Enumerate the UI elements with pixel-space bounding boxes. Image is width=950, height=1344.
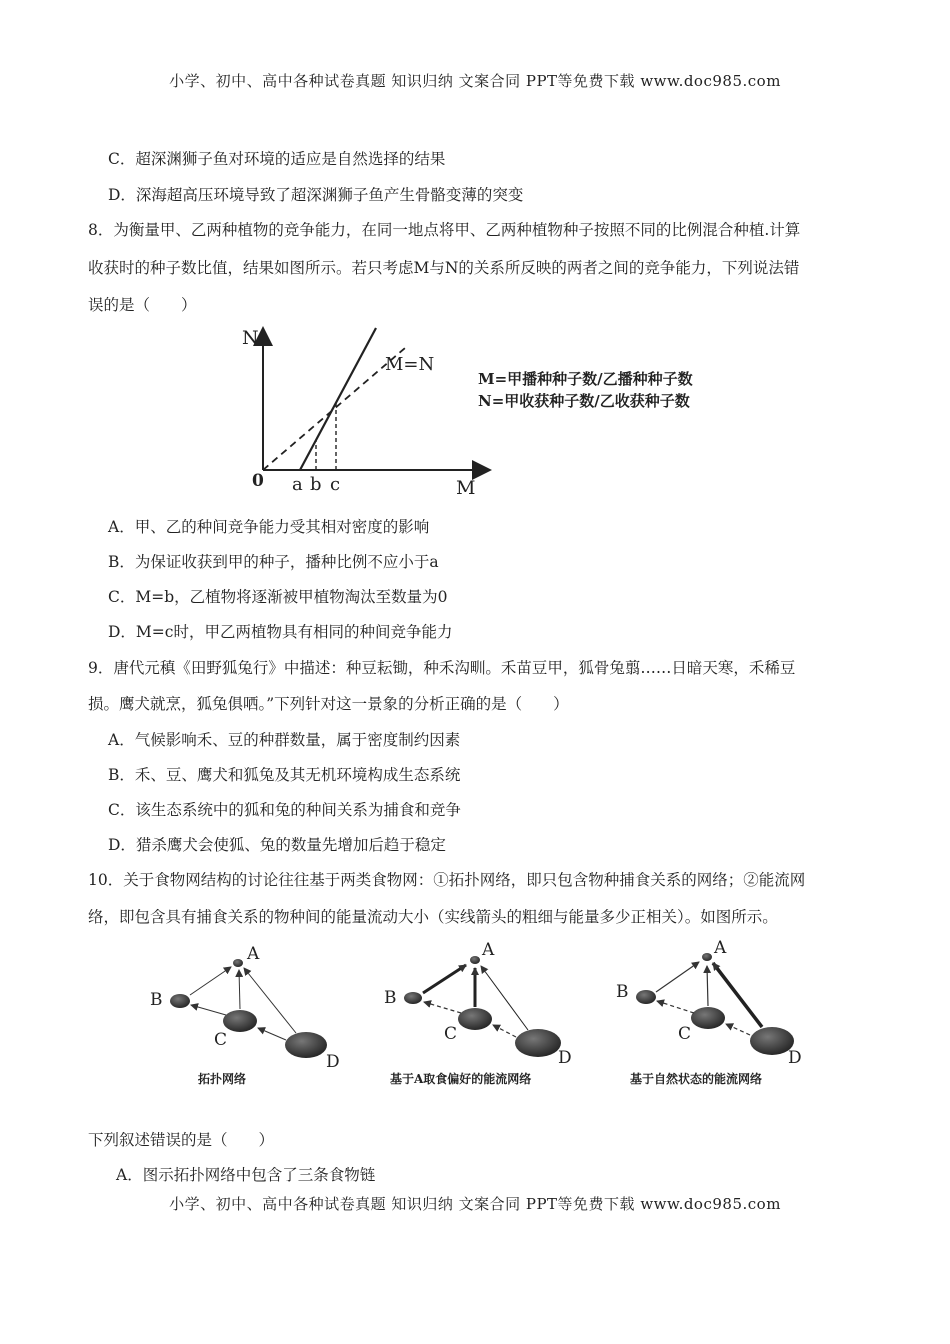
- label-b: B: [616, 982, 629, 1002]
- q10-stem-line2: 络，即包含具有捕食关系的物种间的能量流动大小（实线箭头的粗细与能量多少正相关）。如图所示。: [88, 908, 778, 926]
- q8-stem-line3: 误的是（ ）: [88, 296, 197, 314]
- q9-option-a: A．气候影响禾、豆的种群数量，属于密度制约因素: [108, 731, 461, 749]
- node-c: [691, 1007, 725, 1029]
- q7-option-c: C．超深渊狮子鱼对环境的适应是自然选择的结果: [108, 150, 446, 168]
- natural-energy-network: [616, 938, 802, 1086]
- legend-m: M=甲播种种子数/乙播种种子数: [478, 370, 693, 388]
- q8-competition-graph: [230, 318, 750, 503]
- label-a: A: [247, 944, 260, 964]
- food-web-diagrams: [140, 935, 820, 1095]
- page-header: 小学、初中、高中各种试卷真题 知识归纳 文案合同 PPT等免费下载 www.doc985.com: [169, 72, 781, 90]
- q10-stem-line3: 下列叙述错误的是（ ）: [88, 1131, 275, 1149]
- caption-preference: 基于A取食偏好的能流网络: [390, 1072, 532, 1086]
- q9-option-c: C．该生态系统中的狐和兔的种间关系为捕食和竞争: [108, 801, 461, 819]
- node-c: [223, 1010, 257, 1032]
- q9-stem-line2: 损。鹰犬就烹，狐兔俱哂。”下列针对这一景象的分析正确的是（ ）: [88, 695, 569, 713]
- q9-option-b: B．禾、豆、鹰犬和狐兔及其无机环境构成生态系统: [108, 766, 461, 784]
- q8-option-a: A．甲、乙的种间竞争能力受其相对密度的影响: [108, 518, 430, 536]
- y-axis-label: N: [242, 327, 259, 349]
- node-b: [404, 992, 422, 1004]
- node-d: [515, 1029, 561, 1057]
- q9-stem-line1: 9．唐代元稹《田野狐兔行》中描述：种豆耘锄，种禾沟甽。禾苗豆甲，狐骨兔翦……日暗天寒，禾稀豆: [88, 659, 796, 677]
- node-d: [285, 1032, 327, 1058]
- node-b: [170, 994, 190, 1008]
- node-b: [636, 990, 656, 1004]
- tick-a-label: a: [292, 474, 303, 495]
- q8-option-d: D．M=c时，甲乙两植物具有相同的种间竞争能力: [108, 623, 453, 641]
- tick-c-label: c: [330, 474, 341, 495]
- label-b: B: [150, 990, 163, 1010]
- caption-topology: 拓扑网络: [198, 1072, 247, 1086]
- node-a: [470, 956, 480, 964]
- q8-option-b: B．为保证收获到甲的种子，播种比例不应小于a: [108, 553, 439, 571]
- page-footer: 小学、初中、高中各种试卷真题 知识归纳 文案合同 PPT等免费下载 www.doc985.com: [169, 1195, 781, 1213]
- label-c: C: [444, 1024, 458, 1044]
- label-d: D: [558, 1048, 572, 1068]
- caption-natural: 基于自然状态的能流网络: [630, 1072, 763, 1086]
- m-equals-n-label: M=N: [385, 354, 435, 375]
- q7-option-d: D．深海超高压环境导致了超深渊狮子鱼产生骨骼变薄的突变: [108, 186, 524, 204]
- label-a: A: [482, 940, 495, 960]
- origin-label: 0: [252, 471, 264, 491]
- m-equals-n-line: [263, 348, 405, 470]
- q8-stem-line1: 8．为衡量甲、乙两种植物的竞争能力，在同一地点将甲、乙两种植物种子按照不同的比例混合种植.计算: [88, 221, 801, 239]
- label-c: C: [678, 1024, 692, 1044]
- q8-stem-line2: 收获时的种子数比值，结果如图所示。若只考虑M与N的关系所反映的两者之间的竞争能力，下列说法错: [88, 259, 800, 277]
- x-axis-label: M: [456, 477, 476, 499]
- label-d: D: [788, 1048, 802, 1068]
- tick-b-label: b: [310, 474, 322, 495]
- preference-energy-network: [384, 940, 572, 1086]
- node-c: [458, 1008, 492, 1030]
- label-b: B: [384, 988, 397, 1008]
- q10-stem-line1: 10．关于食物网结构的讨论往往基于两类食物网：①拓扑网络，即只包含物种捕食关系的网络；②能流网: [88, 871, 806, 889]
- q10-option-a: A．图示拓扑网络中包含了三条食物链: [116, 1166, 376, 1184]
- label-c: C: [214, 1030, 228, 1050]
- node-a: [702, 953, 712, 961]
- node-a: [233, 959, 243, 967]
- label-d: D: [326, 1052, 340, 1072]
- topology-network: [150, 944, 340, 1086]
- label-a: A: [714, 938, 727, 958]
- q9-option-d: D．猎杀鹰犬会使狐、兔的数量先增加后趋于稳定: [108, 836, 446, 854]
- q8-option-c: C．M=b，乙植物将逐渐被甲植物淘汰至数量为0: [108, 588, 448, 606]
- legend-n: N=甲收获种子数/乙收获种子数: [478, 392, 690, 410]
- experimental-line: [300, 328, 376, 470]
